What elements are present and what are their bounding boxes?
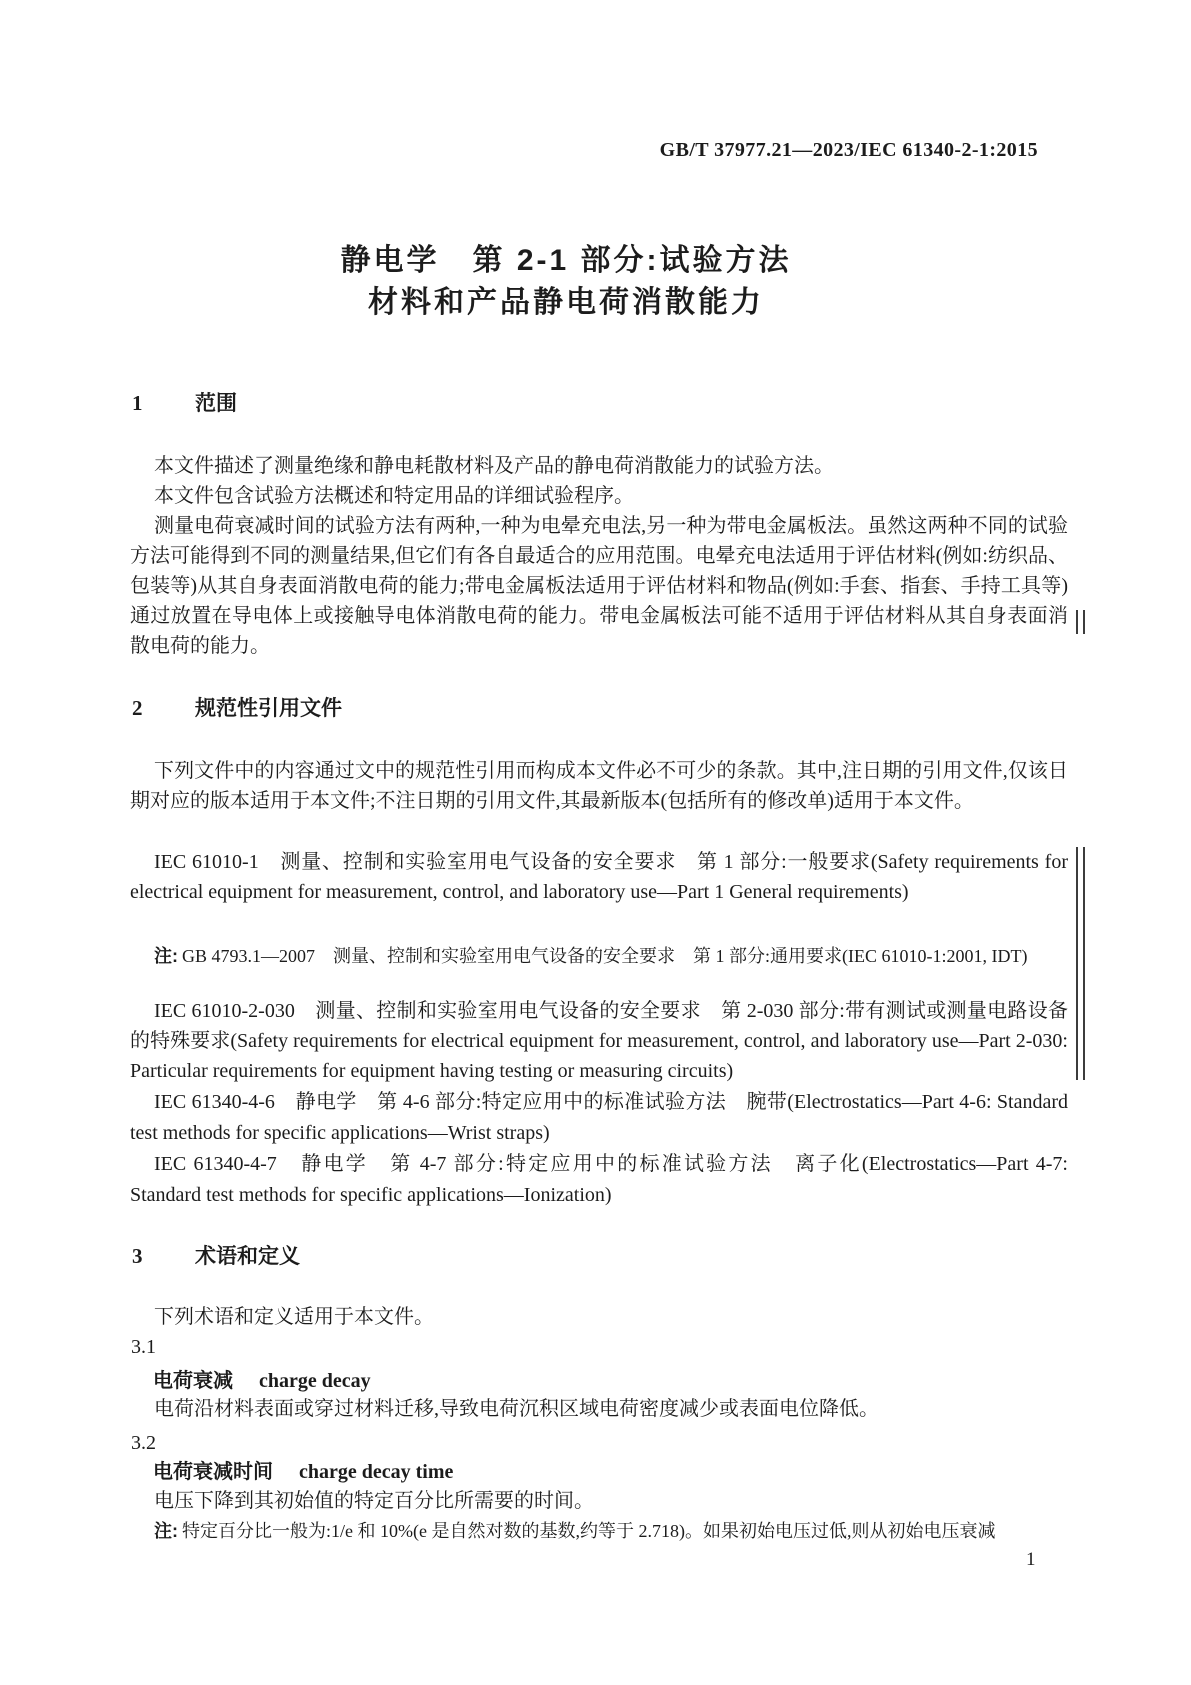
term-3-1-definition: 电荷沿材料表面或穿过材料迁移,导致电荷沉积区域电荷密度减少或表面电位降低。 (154, 1398, 879, 1420)
term-3-2-en: charge decay time (299, 1461, 454, 1483)
note-text: 特定百分比一般为:1/e 和 10%(e 是自然对数的基数,约等于 2.718)。如果初始电压过低,则从初始电压衰减 (182, 1521, 996, 1541)
document-title-line1: 静电学 第 2-1 部分:试验方法 (340, 244, 792, 277)
term-3-2-title (130, 1457, 1068, 1487)
change-bar-1 (1076, 610, 1085, 634)
section-3-heading (132, 1242, 300, 1271)
terms-intro: 下列术语和定义适用于本文件。 (154, 1306, 434, 1328)
page-number: 1 (1026, 1549, 1036, 1570)
reference-iec-61340-4-7: IEC 61340-4-7 静电学 第 4-7 部分:特定应用中的标准试验方法 离子化(Electrostatics—Part 4-7: Standard test methods for specific applications—Ionization) (130, 1153, 1068, 1206)
term-3-2-definition: 电压下降到其初始值的特定百分比所需要的时间。 (154, 1490, 594, 1512)
section-1-heading (132, 389, 237, 418)
header-standard-code: GB/T 37977.21—2023/IEC 61340-2-1:2015 (659, 139, 1038, 161)
term-3-1-en: charge decay (259, 1370, 371, 1392)
change-bar-2 (1076, 847, 1085, 1080)
reference-iec-61010-1: IEC 61010-1 测量、控制和实验室用电气设备的安全要求 第 1 部分:一般要求(Safety requirements for electrical equipment for measurement, control, and laboratory use—Part 1 General requirements) (130, 851, 1068, 903)
reference-iec-61340-4-6: IEC 61340-4-6 静电学 第 4-6 部分:特定应用中的标准试验方法 腕带(Electrostatics—Part 4-6: Standard test methods for specific applications—Wrist straps) (130, 1091, 1068, 1144)
section-1-number: 1 (132, 391, 143, 415)
section-1-title: 范围 (195, 392, 237, 415)
scope-paragraph-2: 本文件包含试验方法概述和特定用品的详细试验程序。 (154, 485, 634, 507)
section-2-heading (132, 694, 342, 723)
section-3-title: 术语和定义 (195, 1245, 300, 1268)
note-label: 注: (154, 946, 178, 966)
reference-note-gb-4793 (130, 941, 1068, 971)
term-3-2-note (130, 1516, 1068, 1546)
section-2-number: 2 (132, 696, 143, 720)
term-3-2-number: 3.2 (131, 1432, 156, 1454)
note-label: 注: (154, 1521, 178, 1541)
term-3-1-number: 3.1 (131, 1336, 156, 1358)
normative-refs-intro: 下列文件中的内容通过文中的规范性引用而构成本文件必不可少的条款。其中,注日期的引用文件,仅该日期对应的版本适用于本文件;不注日期的引用文件,其最新版本(包括所有的修改单)适用于本文件。 (130, 760, 1068, 812)
scope-paragraph-3: 测量电荷衰减时间的试验方法有两种,一种为电晕充电法,另一种为带电金属板法。虽然这两种不同的试验方法可能得到不同的测量结果,但它们有各自最适合的应用范围。电晕充电法适用于评估材料(例如:纺织品、包装等)从其自身表面消散电荷的能力;带电金属板法适用于评估材料和物品(例如:手套、指套、手持工具等)通过放置在导电体上或接触导电体消散电荷的能力。带电金属板法可能不适用于评估材料从其自身表面消散电荷的能力。 (130, 515, 1068, 657)
term-3-2-zh: 电荷衰减时间 (153, 1461, 273, 1483)
term-3-1-title (130, 1366, 1068, 1396)
term-3-1-zh: 电荷衰减 (153, 1370, 233, 1392)
reference-iec-61010-2-030: IEC 61010-2-030 测量、控制和实验室用电气设备的安全要求 第 2-030 部分:带有测试或测量电路设备的特殊要求(Safety requirements for electrical equipment for measurement, control, and laboratory use—Part 2-030: Particular requirements for equipment having testing or measuring circuits) (130, 1000, 1068, 1082)
section-3-number: 3 (132, 1244, 143, 1268)
note-text: GB 4793.1—2007 测量、控制和实验室用电气设备的安全要求 第 1 部分:通用要求(IEC 61010-1:2001, IDT) (182, 946, 1028, 966)
scope-paragraph-1: 本文件描述了测量绝缘和静电耗散材料及产品的静电荷消散能力的试验方法。 (154, 455, 834, 477)
document-title-line2: 材料和产品静电荷消散能力 (368, 286, 764, 319)
section-2-title: 规范性引用文件 (195, 697, 342, 720)
